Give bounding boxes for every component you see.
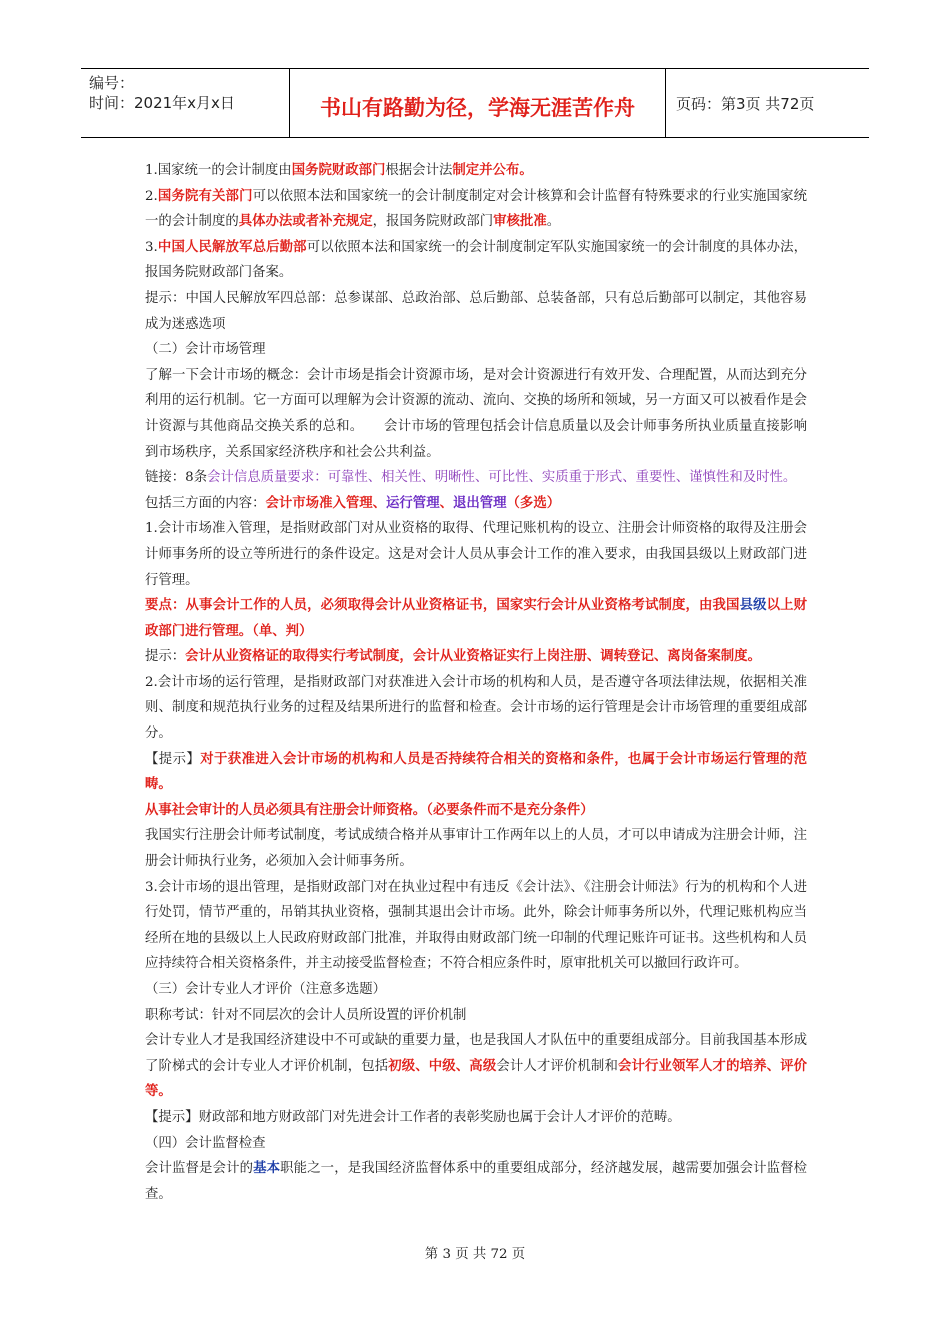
tip: 【提示】对于获准进入会计市场的机构和人员是否持续符合相关的资格和条件，也属于会计市场运行管理的范畴。 [145,750,807,793]
date-label: 时间：2021年x月x日 [89,94,235,112]
section-heading: （四）会计监督检查 [145,1135,266,1151]
header-motto: 书山有路勤为径，学海无涯苦作舟 [290,69,666,137]
paragraph: 2.国务院有关部门可以依照本法和国家统一的会计制度制定对会计核算和会计监督有特殊要求的行业实施国家统一的会计制度的具体办法或者补充规定，报国务院财政部门审核批准。 [145,187,807,230]
paragraph: 我国实行注册会计师考试制度，考试成绩合格并从事审计工作两年以上的人员，才可以申请成为注册会计师，注册会计师执行业务，必须加入会计师事务所。 [145,828,807,870]
page-header [81,68,869,138]
page-footer: 第 3 页 共 72 页 [424,1247,526,1262]
paragraph: 3.会计市场的退出管理，是指财政部门对在执业过程中有违反《会计法》、《注册会计师法》行为的机构和个人进行处罚，情节严重的，吊销其执业资格，强制其退出会计市场。此外，除会计师事务所以外，代理记账机构应当经所在地的县级以上人民政府财政部门批准，并取得由财政部门统一印制的代理记账许可证书。这些机构和人员应持续符合相关资格条件，并主动接受监督检查；不符合相应条件时，原审批机关可以撤回行政许可。 [145,879,807,972]
document-body [145,158,807,1207]
link-note: 链接：8条会计信息质量要求：可靠性、相关性、明晰性、可比性、实质重于形式、重要性、谨慎性和及时性。 [145,470,797,486]
key-point: 要点：从事会计工作的人员，必须取得会计从业资格证书，国家实行会计从业资格考试制度，由我国县级以上财政部门进行管理。（单、判） [145,597,808,639]
paragraph: 了解一下会计市场的概念：会计市场是指会计资源市场，是对会计资源进行有效开发、合理配置，从而达到充分利用的运行机制。它一方面可以理解为会计资源的流动、流向、交换的场所和领域，另一方面又可以被看作是会计资源与其他商品交换关系的总和。 会计市场的管理包括会计信息质量以及会计师事务所执业质量直接影响到市场秩序，关系国家经济秩序和社会公共利益。 [145,367,807,460]
section-heading: （三）会计专业人才评价（注意多选题） [145,982,387,997]
number-label: 编号： [89,74,135,92]
tip: 提示：会计从业资格证的取得实行考试制度，会计从业资格证实行上岗注册、调转登记、离岗备案制度。 [145,648,761,665]
paragraph: 3.中国人民解放军总后勤部可以依照本法和国家统一的会计制度制定军队实施国家统一的会计制度的具体办法，报国务院财政部门备案。 [145,238,808,281]
header-meta [81,69,290,137]
paragraph: 2.会计市场的运行管理，是指财政部门对获准进入会计市场的机构和人员，是否遵守各项法律法规，依据相关准则、制度和规范执行业务的过程及结果所进行的监督和检查。会计市场的运行管理是会计市场管理的重要组成部分。 [145,674,807,742]
paragraph: 1.会计市场准入管理，是指财政部门对从业资格的取得、代理记账机构的设立、注册会计师资格的取得及注册会计师事务所的设立等所进行的条件设定。这是对会计人员从事会计工作的准入要求，由我国县级以上财政部门进行管理。 [145,521,807,588]
paragraph: 会计专业人才是我国经济建设中不可或缺的重要力量，也是我国人才队伍中的重要组成部分。目前我国基本形成了阶梯式的会计专业人才评价机制，包括初级、中级、高级会计人才评价机制和会计行业领军人才的培养、评价等。 [145,1033,808,1100]
paragraph: 职称考试：针对不同层次的会计人员所设置的评价机制 [145,1007,467,1023]
header-page-label: 页码：第3页 共72页 [676,94,815,113]
section-heading: （二）会计市场管理 [145,342,266,358]
paragraph: 会计监督是会计的基本职能之一，是我国经济监督体系中的重要组成部分，经济越发展，越需要加强会计监督检查。 [145,1160,808,1202]
tip: 提示：中国人民解放军四总部：总参谋部、总政治部、总后勤部、总装备部，只有总后勤部可以制定，其他容易成为迷惑选项 [145,290,807,332]
cpa-note: 从事社会审计的人员必须具有注册会计师资格。（必要条件而不是充分条件） [145,801,594,818]
paragraph: 包括三方面的内容：会计市场准入管理、运行管理、退出管理（多选） [145,494,561,511]
paragraph: 1.国家统一的会计制度由国务院财政部门根据会计法制定并公布。 [145,162,533,178]
tip: 【提示】财政部和地方财政部门对先进会计工作者的表彰奖励也属于会计人才评价的范畴。 [145,1109,681,1125]
